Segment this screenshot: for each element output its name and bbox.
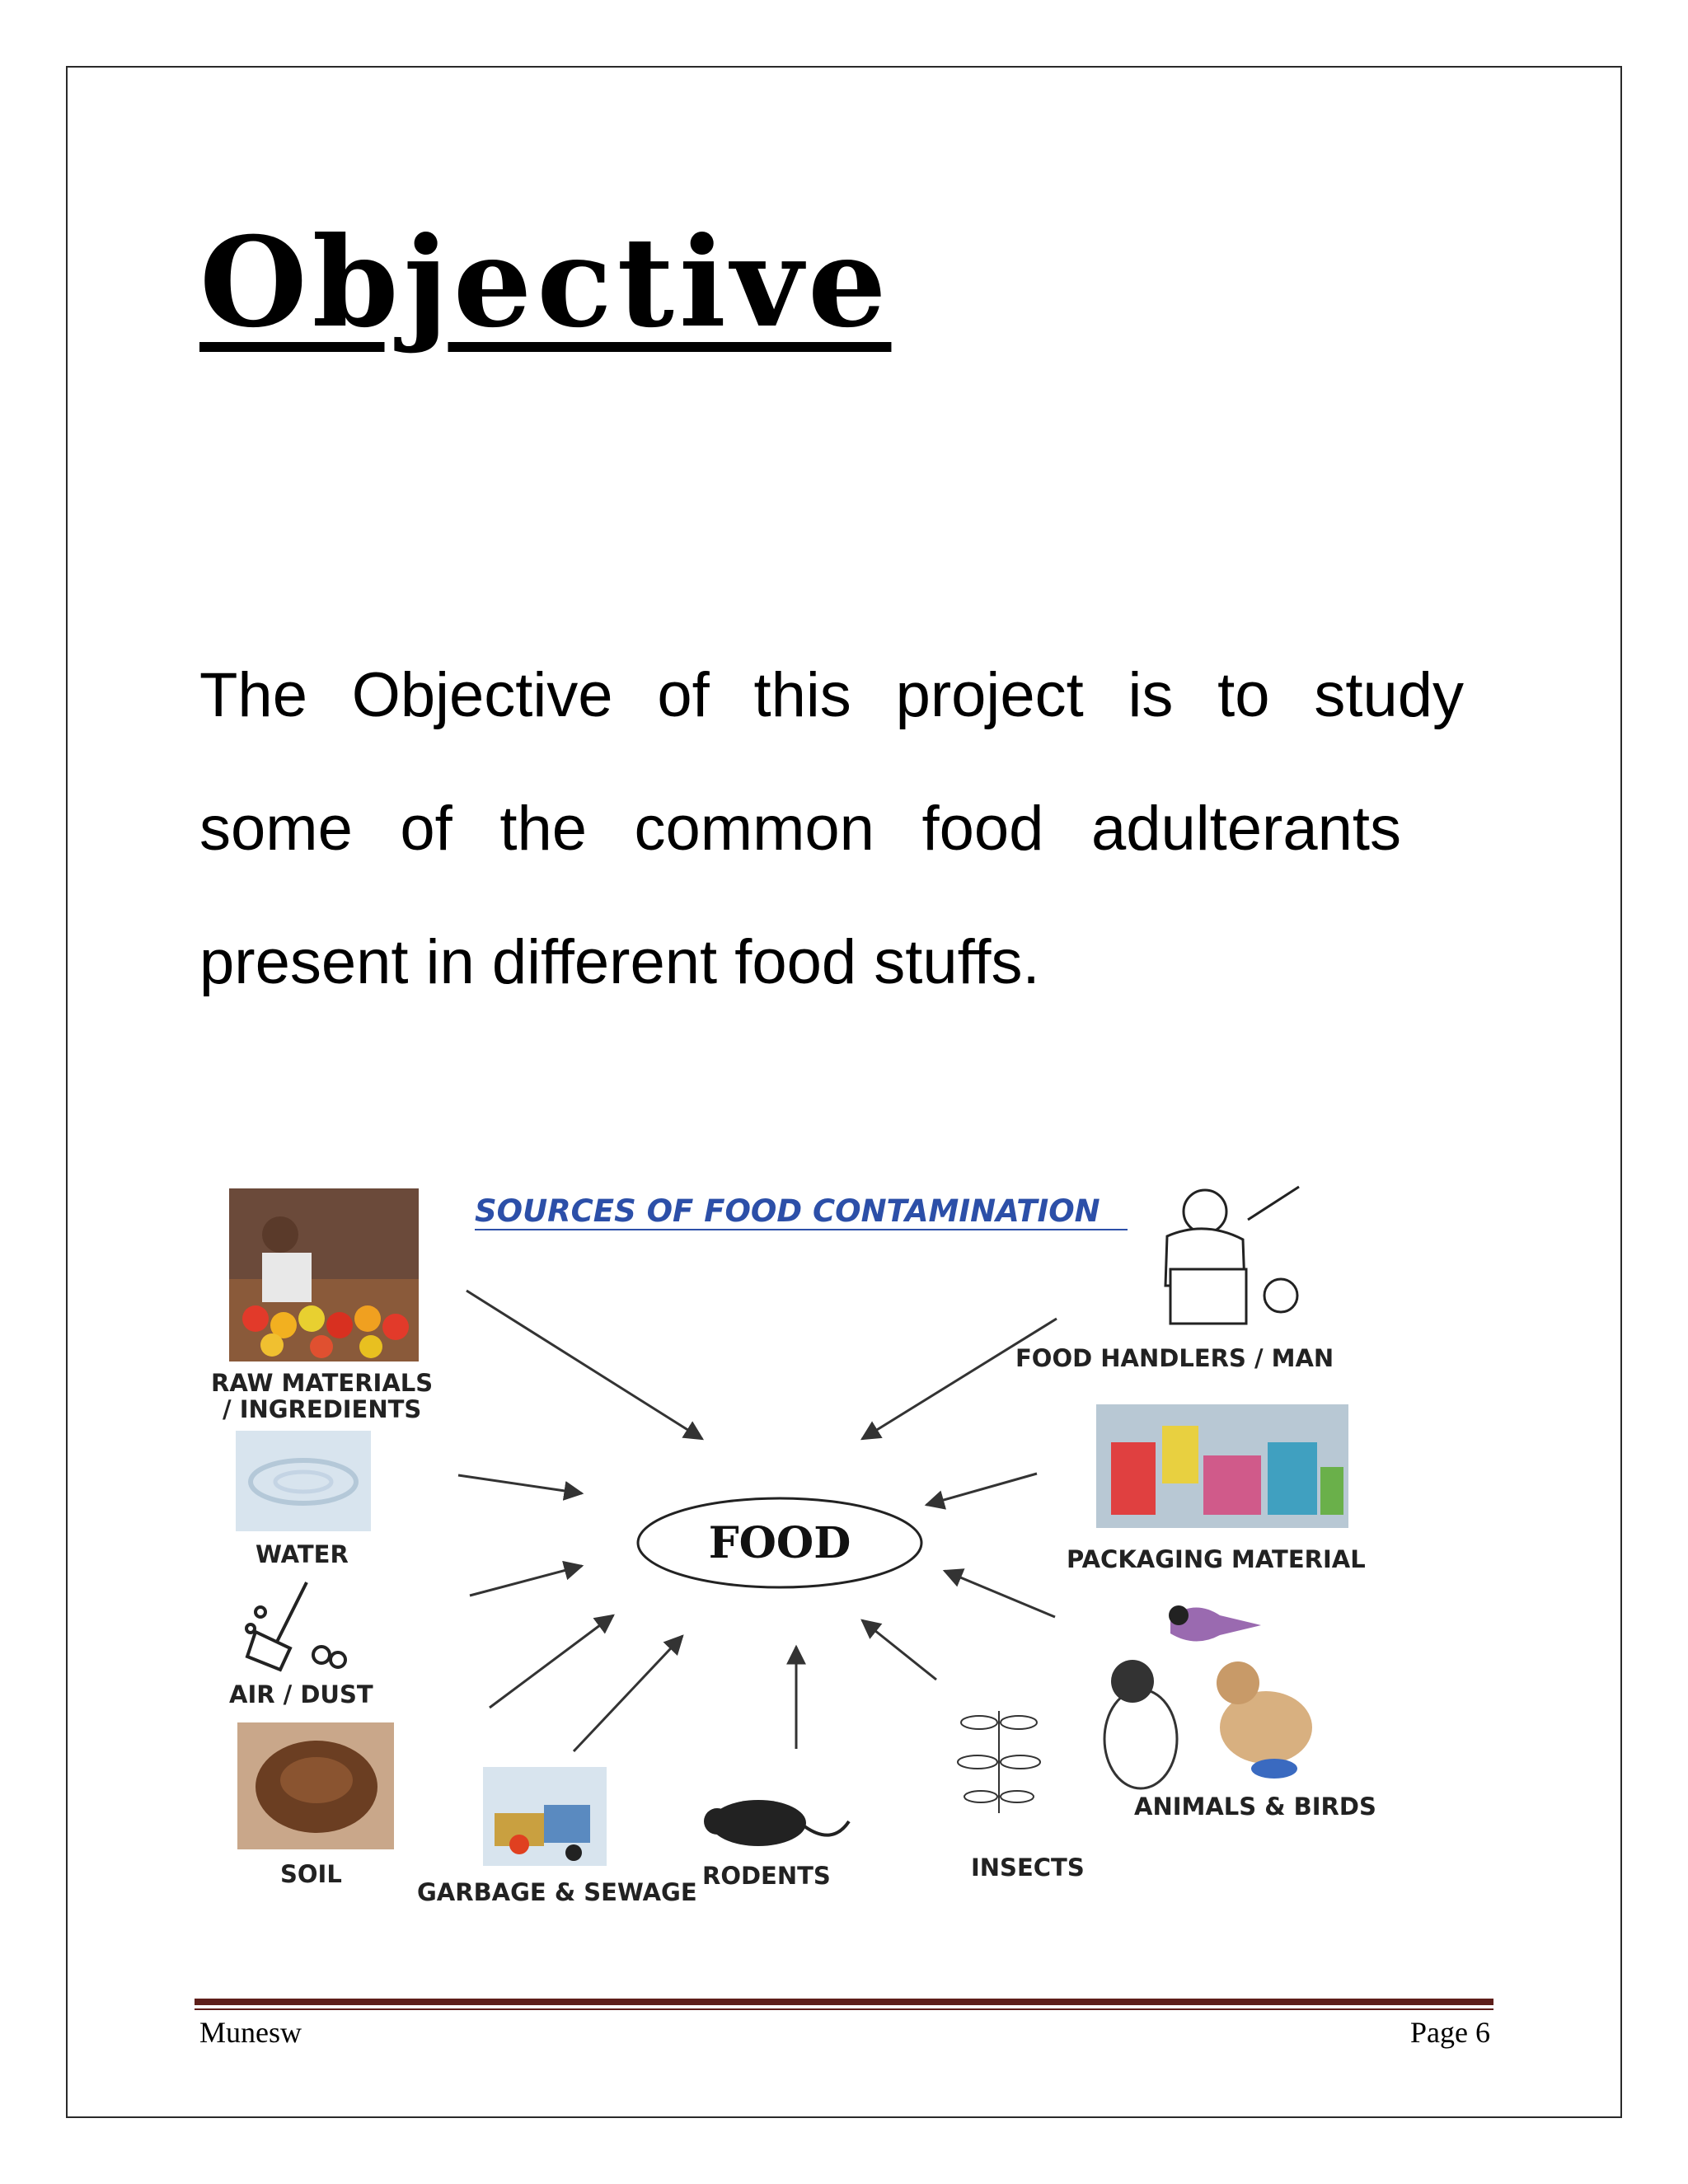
label-soil: SOIL	[280, 1860, 342, 1888]
arrow-air-dust	[470, 1566, 582, 1596]
label-food-handlers: FOOD HANDLERS / MAN	[1015, 1344, 1334, 1372]
label-garbage-sewage: GARBAGE & SEWAGE	[417, 1878, 697, 1906]
arrow-raw-materials	[467, 1291, 702, 1439]
page-title: Objective	[199, 210, 892, 355]
objective-line-2: some of the common food adulterants	[199, 794, 1401, 864]
label-animals-birds: ANIMALS & BIRDS	[1134, 1793, 1376, 1821]
objective-line-1: The Objective of this project is to study	[199, 660, 1464, 730]
arrow-garbage	[574, 1636, 682, 1751]
arrow-soil	[490, 1615, 613, 1708]
arrow-packaging	[926, 1474, 1037, 1505]
footer-author: Munesw	[199, 2016, 302, 2049]
diagram-title: SOURCES OF FOOD CONTAMINATION	[475, 1193, 1100, 1229]
rodents-image	[704, 1800, 849, 1846]
objective-line-3: present in different food stuffs.	[199, 927, 1040, 997]
arrow-water	[458, 1475, 582, 1493]
water-image	[236, 1431, 371, 1531]
food-handlers-image	[1165, 1187, 1299, 1324]
garbage-image	[483, 1767, 607, 1866]
air-dust-image	[246, 1582, 345, 1670]
label-air-dust: AIR / DUST	[229, 1680, 373, 1708]
label-raw-materials-1: RAW MATERIALS	[211, 1369, 434, 1397]
packaging-image	[1096, 1404, 1348, 1528]
diagram-canvas	[198, 1170, 1418, 1929]
footer-rule	[195, 1999, 1493, 2005]
footer-rule-thin	[195, 2008, 1493, 2010]
label-insects: INSECTS	[971, 1854, 1085, 1882]
label-rodents: RODENTS	[702, 1862, 831, 1890]
arrow-food-handlers	[862, 1319, 1057, 1439]
label-raw-materials-2: / INGREDIENTS	[223, 1395, 422, 1423]
animals-birds-image	[1104, 1605, 1312, 1788]
label-water: WATER	[256, 1540, 349, 1568]
footer-page-number: Page 6	[1410, 2016, 1490, 2049]
contamination-diagram	[198, 1170, 1418, 1929]
arrow-insects	[862, 1620, 936, 1680]
label-packaging-material: PACKAGING MATERIAL	[1067, 1545, 1366, 1573]
insects-image	[958, 1711, 1040, 1813]
raw-materials-image	[229, 1188, 419, 1361]
arrow-animals	[945, 1571, 1055, 1617]
food-label: FOOD	[708, 1518, 851, 1568]
soil-image	[237, 1722, 394, 1849]
